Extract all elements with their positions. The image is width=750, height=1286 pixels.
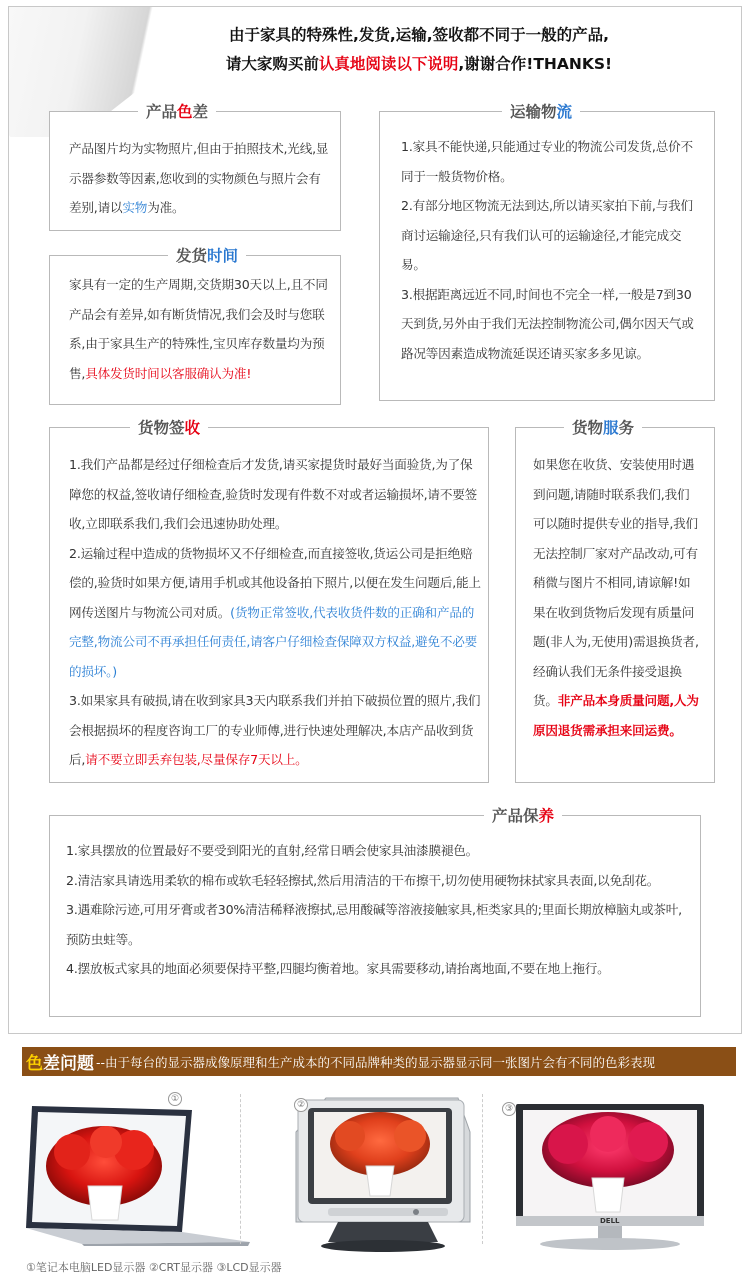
banner-heading: 色差问题 [26, 1054, 94, 1074]
maintenance-point-3: 3.遇难除污迹,可用牙膏或者30%清洁稀释液擦拭,忌用酸碱等溶液接触家具,柜类家具的;里面长期放樟脑丸或茶叶,预防虫蛀等。 [66, 902, 682, 947]
maintenance-title: 产品保养 [484, 805, 562, 827]
monitor-caption: ①笔记本电脑LED显示器 ②CRT显示器 ③LCD显示器 [26, 1261, 282, 1274]
maintenance-point-2: 2.清洁家具请选用柔软的棉布或软毛轻轻擦拭,然后用清洁的干布擦干,切勿使用硬物抹拭家具表面,以免刮花。 [66, 872, 660, 888]
shipping-time-text: 家具有一定的生产周期,交货期30天以上,且不同产品会有差异,如有断货情况,我们会及时与您联系,由于家具生产的特殊性,宝贝库存数量均为预售,具体发货时间以客服确认为准! [69, 277, 328, 381]
receipt-point-3: 3.如果家具有破损,请在收到家具3天内联系我们并拍下破损位置的照片,我们会根据损坏的程度咨询工厂的专业师傅,进行快速处理解决,本店产品收到货后,请不要立即丢弃包装,尽量保存7天以上。 [69, 693, 481, 767]
dell-logo: DELL [600, 1217, 620, 1225]
monitor-number-1: ① [168, 1092, 182, 1106]
logistics-point-3: 3.根据距离远近不同,时间也不完全一样,一般是7到30天到货,另外由于我们无法控制物流公司,偶尔因天气或路况等因素造成物流延误还请买家多多见谅。 [401, 286, 694, 361]
logistics-point-2: 2.有部分地区物流无法到达,所以请买家拍下前,与我们商讨运输途径,只有我们认可的运输途径,才能完成交易。 [401, 198, 693, 272]
maintenance-point-1: 1.家具摆放的位置最好不要受到阳光的直射,经常日晒会使家具油漆膜褪色。 [66, 843, 479, 858]
receipt-title: 货物签收 [130, 417, 208, 439]
header-line-2-suffix: ,谢谢合作!THANKS! [458, 55, 613, 73]
logistics-title: 运输物流 [502, 101, 580, 123]
receipt-point-2: 2.运输过程中造成的货物损坏又不仔细检查,而直接签收,货运公司是拒绝赔偿的,验货时如果方便,请用手机或其他设备拍下照片,以便在发生问题后,能上网传送图片与物流公司对质。(货物正常签收,代表收货件数的正确和产品的完整,物流公司不再承担任何责任,请客户仔细检查保障双方权益,避免不必要的损坏。) [69, 545, 481, 679]
receipt-text [69, 450, 481, 775]
banner-description: --由于每台的显示器成像原理和生产成本的不同品牌种类的显示器显示同一张图片会有不同的色彩表现 [96, 1054, 656, 1070]
monitor-comparison [22, 1088, 736, 1256]
logistics-text [401, 132, 701, 368]
header-line-1: 由于家具的特殊性,发货,运输,签收都不同于一般的产品, [228, 26, 610, 44]
separator-2 [482, 1094, 483, 1244]
color-difference-box [49, 103, 341, 231]
lcd-monitor-image [504, 1100, 708, 1252]
crt-monitor-image [288, 1092, 478, 1254]
maintenance-box [49, 807, 701, 1017]
receipt-point-1: 1.我们产品都是经过仔细检查后才发货,请买家提货时最好当面验货,为了保障您的权益,签收请仔细检查,验货时发现有件数不对或者运输损坏,请不要签收,立即联系我们,我们会迅速协助处理。 [69, 457, 478, 531]
monitor-number-3: ③ [502, 1102, 516, 1116]
service-box [515, 419, 715, 783]
color-difference-text: 产品图片均为实物照片,但由于拍照技术,光线,显示器参数等因素,您收到的实物颜色与照片会有差别,请以实物为准。 [69, 141, 329, 215]
page-header [139, 21, 699, 79]
logistics-box [379, 103, 715, 401]
service-text: 如果您在收货、安装使用时遇到问题,请随时联系我们,我们可以随时提供专业的指导,我们无法控制厂家对产品改动,可有稍微与图片不相同,请谅解!如果在收到货物后发现有质量问题(非人为,无使用)需退换货者,经确认我们无条件接受退换货。非产品本身质量问题,人为原因退货需承担来回运费。 [533, 457, 699, 738]
header-line-2 [139, 50, 699, 79]
service-title: 货物服务 [564, 417, 642, 439]
monitor-number-2: ② [294, 1098, 308, 1112]
laptop-led-monitor-image [22, 1094, 252, 1246]
maintenance-text [66, 836, 690, 984]
receipt-box [49, 419, 489, 783]
color-difference-title: 产品色差 [138, 101, 216, 123]
maintenance-point-4: 4.摆放板式家具的地面必须要保持平整,四腿均衡着地。家具需要移动,请抬离地面,不要在地上拖行。 [66, 961, 610, 976]
separator-1 [240, 1094, 241, 1244]
shipping-time-box [49, 247, 341, 405]
header-line-2-highlight: 认真地阅读以下说明 [318, 55, 459, 73]
notice-frame [8, 6, 742, 1034]
logistics-point-1: 1.家具不能快递,只能通过专业的物流公司发货,总价不同于一般货物价格。 [401, 139, 693, 184]
header-line-2-prefix: 请大家购买前 [225, 55, 319, 73]
color-difference-banner [22, 1047, 736, 1076]
shipping-time-title: 发货时间 [168, 245, 246, 267]
